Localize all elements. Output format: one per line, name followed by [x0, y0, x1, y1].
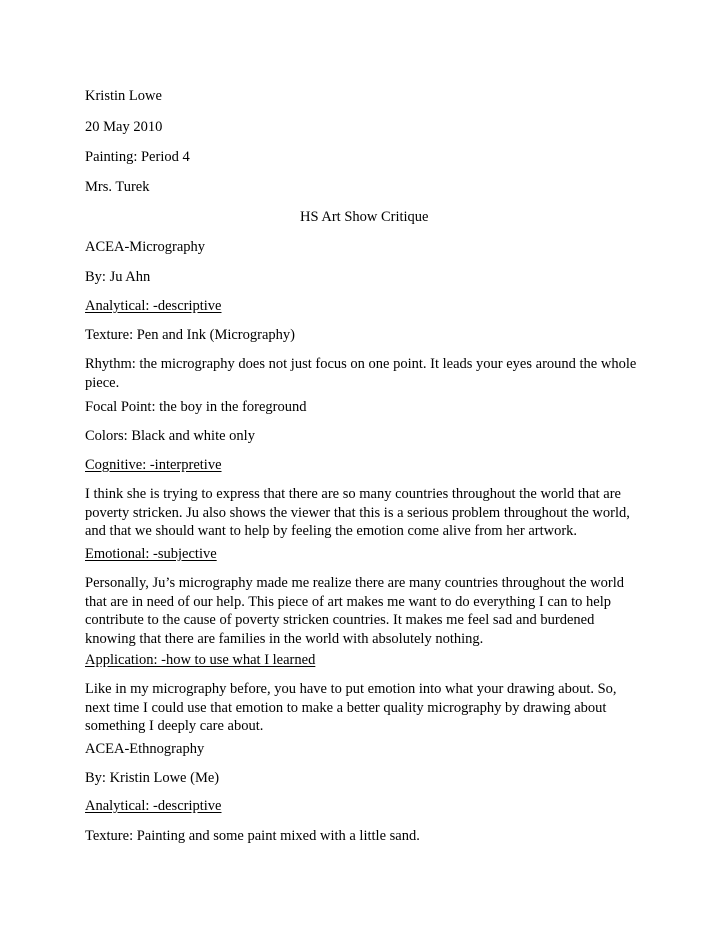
section1-application-heading: Application: -how to use what I learned — [85, 652, 316, 668]
section2-texture: Texture: Painting and some paint mixed with a little sand. — [85, 828, 420, 844]
section2-artist: By: Kristin Lowe (Me) — [85, 770, 220, 786]
section2-analytical-heading: Analytical: -descriptive — [85, 798, 222, 814]
section1-cognitive-text: I think she is trying to express that there are so many countries throughout the world that are poverty stricken. Ju also shows the viewer that this is a serious problem throughout the world, and that we should want to help by feeling the emotion come alive from her artwork. — [85, 486, 630, 539]
teacher-name: Mrs. Turek — [85, 179, 150, 195]
section1-focal-point: Focal Point: the boy in the foreground — [85, 399, 307, 415]
section1-artist: By: Ju Ahn — [85, 269, 151, 285]
document-title: HS Art Show Critique — [300, 209, 429, 225]
student-name: Kristin Lowe — [85, 88, 162, 104]
date: 20 May 2010 — [85, 119, 163, 135]
section1-colors: Colors: Black and white only — [85, 428, 255, 444]
section1-application-text: Like in my micrography before, you have to put emotion into what your drawing about. So, next time I could use that emotion to make a better quality micrography by drawing about something I deeply care about. — [85, 681, 617, 734]
section1-artwork: ACEA-Micrography — [85, 239, 206, 255]
section1-emotional-text: Personally, Ju’s micrography made me realize there are many countries throughout the world that are in need of our help. This piece of art makes me want to do everything I can to help contribute to the cause of poverty stricken countries. It makes me feel sad and burdened knowing that there are families in the world with absolutely nothing. — [85, 575, 625, 647]
section1-cognitive-heading: Cognitive: -interpretive — [85, 457, 222, 473]
section1-rhythm: Rhythm: the micrography does not just focus on one point. It leads your eyes around the whole piece. — [85, 356, 637, 391]
section1-analytical-heading: Analytical: -descriptive — [85, 298, 222, 314]
document-page — [85, 0, 645, 943]
section2-artwork: ACEA-Ethnography — [85, 741, 205, 757]
class-period: Painting: Period 4 — [85, 149, 190, 165]
section1-emotional-heading: Emotional: -subjective — [85, 546, 217, 562]
section1-texture: Texture: Pen and Ink (Micrography) — [85, 327, 295, 343]
